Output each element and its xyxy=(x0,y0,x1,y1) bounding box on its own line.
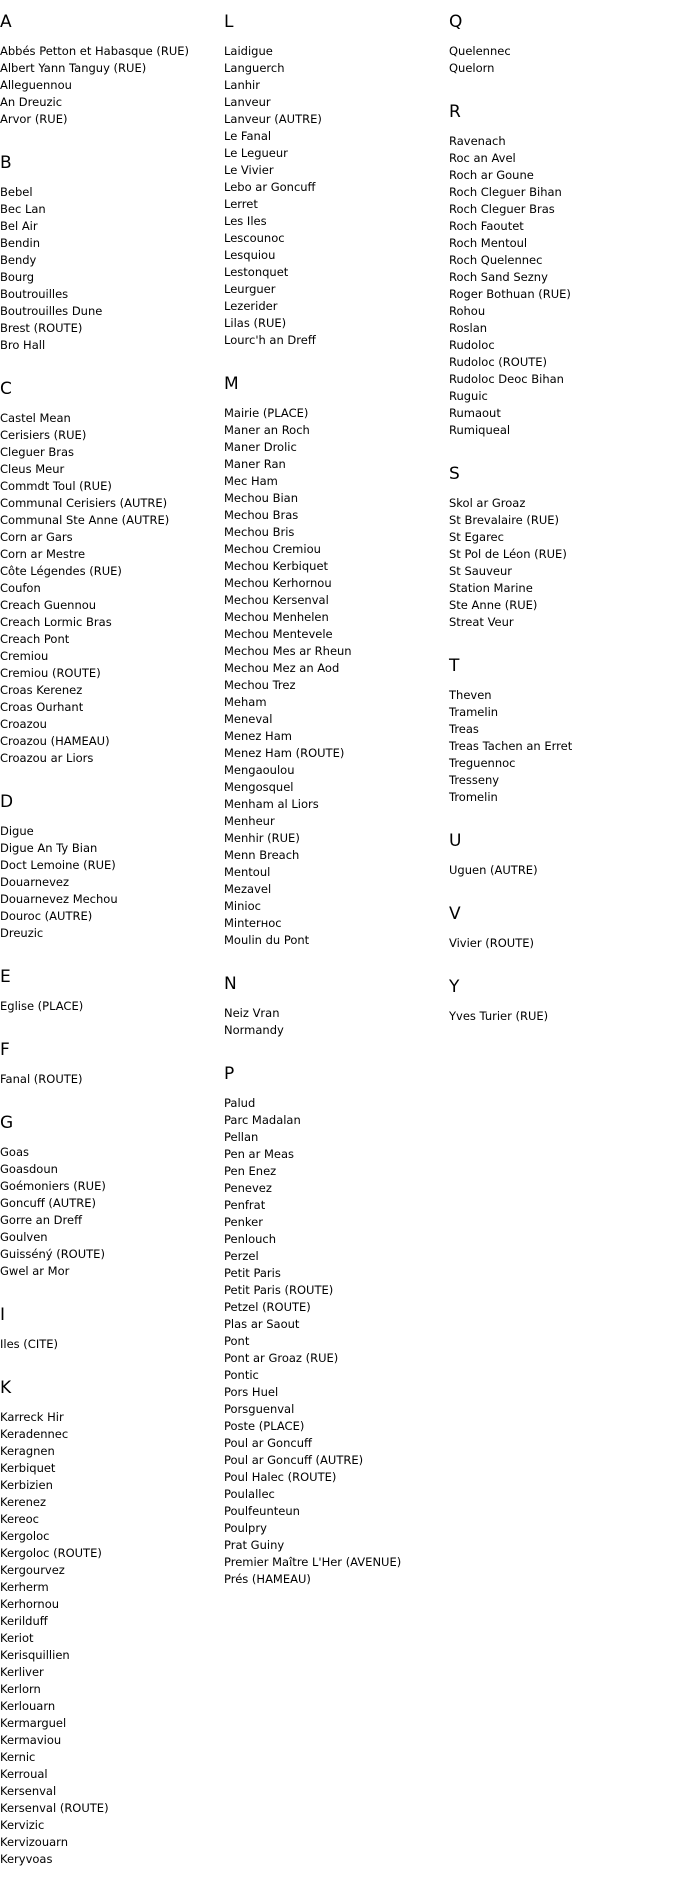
street-link[interactable]: Creach Lormic Bras xyxy=(0,615,112,629)
street-link[interactable]: Kerliver xyxy=(0,1665,44,1679)
street-link[interactable]: Mechou Bras xyxy=(224,508,299,522)
street-link[interactable]: Kernic xyxy=(0,1750,36,1764)
letter-section xyxy=(0,792,220,942)
street-link[interactable]: Kergoloc xyxy=(0,1529,50,1543)
street-link[interactable]: Croazou xyxy=(0,717,47,731)
street-link[interactable]: Mechou Kersenval xyxy=(224,593,329,607)
street-link[interactable]: Petzel (ROUTE) xyxy=(224,1300,311,1314)
street-link[interactable]: Boutrouilles xyxy=(0,287,69,301)
street-link[interactable]: Le Vivier xyxy=(224,163,274,177)
street-link[interactable]: Pont xyxy=(224,1334,250,1348)
street-link[interactable]: Meneval xyxy=(224,712,273,726)
street-link[interactable]: Porsguenval xyxy=(224,1402,295,1416)
street-link[interactable]: Menheur xyxy=(224,814,275,828)
street-link[interactable]: Kermaviou xyxy=(0,1733,62,1747)
street-link[interactable]: Le Legueur xyxy=(224,146,288,160)
street-link[interactable]: Kergoloc (ROUTE) xyxy=(0,1546,102,1560)
street-link[interactable]: Goulven xyxy=(0,1230,48,1244)
street-list xyxy=(0,184,220,354)
street-link[interactable]: Meham xyxy=(224,695,267,709)
street-link[interactable]: Menhir (RUE) xyxy=(224,831,300,845)
street-list xyxy=(0,43,220,128)
letter-section xyxy=(224,1064,444,1588)
letter-section xyxy=(0,1040,220,1088)
street-link[interactable]: Treas Tachen an Erret xyxy=(449,739,573,753)
street-link[interactable]: Vivier (ROUTE) xyxy=(449,936,534,950)
street-link[interactable]: Neiz Vran xyxy=(224,1006,280,1020)
street-link[interactable]: Ravenach xyxy=(449,134,506,148)
section-letter-heading: F xyxy=(0,1040,10,1060)
street-link[interactable]: Mechou Mentevele xyxy=(224,627,333,641)
street-link[interactable]: Roch Mentoul xyxy=(449,236,528,250)
section-letter-heading: Y xyxy=(449,977,460,997)
street-link[interactable]: Lesquiou xyxy=(224,248,276,262)
street-link[interactable]: Digue An Ty Bian xyxy=(0,841,98,855)
street-link[interactable]: Lebo ar Goncuff xyxy=(224,180,316,194)
street-link[interactable]: Bel Air xyxy=(0,219,38,233)
street-index-column-2 xyxy=(224,0,444,1588)
street-link[interactable]: Coufon xyxy=(0,581,41,595)
street-link[interactable]: Kermarguel xyxy=(0,1716,67,1730)
letter-section xyxy=(449,464,669,631)
street-link[interactable]: Guisséný (ROUTE) xyxy=(0,1247,105,1261)
street-link[interactable]: Menham al Liors xyxy=(224,797,319,811)
street-link[interactable]: Karreck Hir xyxy=(0,1410,64,1424)
street-link[interactable]: Pen ar Meas xyxy=(224,1147,295,1161)
street-link[interactable]: Rohou xyxy=(449,304,486,318)
street-link[interactable]: Roch Faoutet xyxy=(449,219,524,233)
letter-section xyxy=(224,974,444,1039)
street-link[interactable]: Palud xyxy=(224,1096,256,1110)
letter-section xyxy=(0,1113,220,1280)
street-link[interactable]: St Egarec xyxy=(449,530,504,544)
street-list xyxy=(224,1005,444,1039)
street-link[interactable]: Lilas (RUE) xyxy=(224,316,287,330)
section-letter-heading: T xyxy=(449,656,460,676)
street-link[interactable]: Leurguer xyxy=(224,282,276,296)
street-link[interactable]: Penker xyxy=(224,1215,263,1229)
street-link[interactable]: Lanhir xyxy=(224,78,260,92)
street-link[interactable]: Bendy xyxy=(0,253,37,267)
street-link[interactable]: Communal Cerisiers (AUTRE) xyxy=(0,496,168,510)
street-link[interactable]: Penlouch xyxy=(224,1232,277,1246)
street-link[interactable]: Mechou Mes ar Rheun xyxy=(224,644,352,658)
street-list xyxy=(449,495,669,631)
letter-section xyxy=(0,12,220,128)
street-link[interactable]: Mentoul xyxy=(224,865,271,879)
street-link[interactable]: Kerilduff xyxy=(0,1614,48,1628)
street-link[interactable]: Keryvoas xyxy=(0,1852,53,1866)
letter-section xyxy=(449,12,669,77)
street-link[interactable]: Goémoniers (RUE) xyxy=(0,1179,106,1193)
street-link[interactable]: Prat Guiny xyxy=(224,1538,285,1552)
street-link[interactable]: Kerhornou xyxy=(0,1597,60,1611)
street-link[interactable]: Doct Lemoine (RUE) xyxy=(0,858,116,872)
street-link[interactable]: Mec Ham xyxy=(224,474,278,488)
letter-section xyxy=(449,102,669,439)
street-link[interactable]: Douroc (AUTRE) xyxy=(0,909,93,923)
street-link[interactable]: Kerroual xyxy=(0,1767,48,1781)
letter-section xyxy=(224,12,444,349)
street-link[interactable]: Douarnevez Mechou xyxy=(0,892,118,906)
street-link[interactable]: Bourg xyxy=(0,270,35,284)
street-link[interactable]: Poste (PLACE) xyxy=(224,1419,305,1433)
section-letter-heading: U xyxy=(449,831,462,851)
street-link[interactable]: Treguennoc xyxy=(449,756,516,770)
street-link[interactable]: Poulfeunteun xyxy=(224,1504,300,1518)
street-link[interactable]: Pont ar Groaz (RUE) xyxy=(224,1351,339,1365)
street-link[interactable]: Normandy xyxy=(224,1023,284,1037)
street-link[interactable]: Roch ar Goune xyxy=(449,168,534,182)
street-list xyxy=(0,410,220,767)
street-link[interactable]: Mengosquel xyxy=(224,780,294,794)
street-link[interactable]: Alleguennou xyxy=(0,78,72,92)
street-link[interactable]: Roch Cleguer Bras xyxy=(449,202,555,216)
street-link[interactable]: Kerherm xyxy=(0,1580,49,1594)
street-link[interactable]: Keriot xyxy=(0,1631,34,1645)
street-link[interactable]: Lestonquet xyxy=(224,265,289,279)
section-letter-heading: R xyxy=(449,102,461,122)
street-link[interactable]: Pen Enez xyxy=(224,1164,277,1178)
street-link[interactable]: Rumaout xyxy=(449,406,501,420)
street-link[interactable]: Languerch xyxy=(224,61,285,75)
street-link[interactable]: Maner an Roch xyxy=(224,423,310,437)
section-letter-heading: G xyxy=(0,1113,14,1133)
street-link[interactable]: Theven xyxy=(449,688,492,702)
street-link[interactable]: Roch Quelennec xyxy=(449,253,543,267)
street-link[interactable]: Poul ar Goncuff (AUTRE) xyxy=(224,1453,364,1467)
street-link[interactable]: Le Fanal xyxy=(224,129,272,143)
street-link[interactable]: Creach Pont xyxy=(0,632,70,646)
street-link[interactable]: St Sauveur xyxy=(449,564,512,578)
street-link[interactable]: Arvor (RUE) xyxy=(0,112,68,126)
street-link[interactable]: Mengaoulou xyxy=(224,763,295,777)
street-link[interactable]: Pontic xyxy=(224,1368,259,1382)
street-link[interactable]: Pellan xyxy=(224,1130,259,1144)
street-link[interactable]: Maner Drolic xyxy=(224,440,297,454)
street-link[interactable]: Station Marine xyxy=(449,581,533,595)
street-list xyxy=(449,862,669,879)
section-letter-heading: D xyxy=(0,792,14,812)
street-link[interactable]: Moulin du Pont xyxy=(224,933,310,947)
street-link[interactable]: Mechou Trez xyxy=(224,678,296,692)
street-link[interactable]: Fanal (ROUTE) xyxy=(0,1072,83,1086)
street-link[interactable]: Lezerider xyxy=(224,299,278,313)
street-link[interactable]: Mechou Kerbiquet xyxy=(224,559,329,573)
street-link[interactable]: Communal Ste Anne (AUTRE) xyxy=(0,513,170,527)
street-list xyxy=(449,133,669,439)
street-link[interactable]: Menez Ham (ROUTE) xyxy=(224,746,345,760)
street-link[interactable]: Quelorn xyxy=(449,61,495,75)
street-link[interactable]: Kerbizien xyxy=(0,1478,53,1492)
street-link[interactable]: Streat Veur xyxy=(449,615,514,629)
section-letter-heading: E xyxy=(0,967,11,987)
street-link[interactable]: Kersenval xyxy=(0,1784,57,1798)
letter-section xyxy=(0,379,220,767)
street-link[interactable]: Keradennec xyxy=(0,1427,69,1441)
letter-section xyxy=(0,1305,220,1353)
section-letter-heading: N xyxy=(224,974,237,994)
street-link[interactable]: Mechou Cremiou xyxy=(224,542,321,556)
street-link[interactable]: Poulpry xyxy=(224,1521,267,1535)
street-link[interactable]: Bro Hall xyxy=(0,338,46,352)
letter-section xyxy=(449,656,669,806)
street-link[interactable]: Ste Anne (RUE) xyxy=(449,598,538,612)
street-list xyxy=(224,1095,444,1588)
section-letter-heading: B xyxy=(0,153,12,173)
letter-section xyxy=(449,831,669,879)
street-link[interactable]: Bec Lan xyxy=(0,202,46,216)
street-link[interactable]: Croazou (HAMEAU) xyxy=(0,734,110,748)
section-letter-heading: Q xyxy=(449,12,463,32)
street-link[interactable]: Lerret xyxy=(224,197,258,211)
street-link[interactable]: Roch Cleguer Bihan xyxy=(449,185,562,199)
street-link[interactable]: Eglise (PLACE) xyxy=(0,999,84,1013)
street-link[interactable]: Croas Kerenez xyxy=(0,683,83,697)
street-link[interactable]: Petit Paris (ROUTE) xyxy=(224,1283,334,1297)
street-link[interactable]: Minioc xyxy=(224,899,261,913)
street-link[interactable]: Maner Ran xyxy=(224,457,286,471)
street-link[interactable]: Mechou Kerhornou xyxy=(224,576,332,590)
street-list xyxy=(224,43,444,349)
street-link[interactable]: Gwel ar Mor xyxy=(0,1264,70,1278)
street-link[interactable]: Kerbiquet xyxy=(0,1461,56,1475)
street-link[interactable]: Gorre an Dreff xyxy=(0,1213,82,1227)
street-link[interactable]: Rumiqueal xyxy=(449,423,511,437)
street-index-column-1 xyxy=(0,0,220,1868)
section-letter-heading: S xyxy=(449,464,460,484)
street-link[interactable]: Croazou ar Liors xyxy=(0,751,94,765)
street-link[interactable]: Perzel xyxy=(224,1249,259,1263)
street-link[interactable]: Cremiou (ROUTE) xyxy=(0,666,101,680)
street-list xyxy=(0,998,220,1015)
street-link[interactable]: Brest (ROUTE) xyxy=(0,321,83,335)
street-link[interactable]: Pors Huel xyxy=(224,1385,279,1399)
street-link[interactable]: Digue xyxy=(0,824,34,838)
street-list xyxy=(0,823,220,942)
section-letter-heading: L xyxy=(224,12,234,32)
letter-section xyxy=(449,904,669,952)
street-list xyxy=(0,1336,220,1353)
street-link[interactable]: Kerenez xyxy=(0,1495,46,1509)
street-link[interactable]: Kervizic xyxy=(0,1818,45,1832)
street-link[interactable]: Keragnen xyxy=(0,1444,55,1458)
street-link[interactable]: Poulallec xyxy=(224,1487,275,1501)
street-link[interactable]: Kerisquillien xyxy=(0,1648,70,1662)
street-link[interactable]: Corn ar Gars xyxy=(0,530,73,544)
street-link[interactable]: St Pol de Léon (RUE) xyxy=(449,547,567,561)
street-link[interactable]: Uguen (AUTRE) xyxy=(449,863,538,877)
street-link[interactable]: Rudoloc xyxy=(449,338,495,352)
street-link[interactable]: Mechou Bris xyxy=(224,525,295,539)
street-link[interactable]: Kervizouarn xyxy=(0,1835,68,1849)
street-link[interactable]: Penfrat xyxy=(224,1198,266,1212)
street-link[interactable]: Commdt Toul (RUE) xyxy=(0,479,112,493)
section-letter-heading: C xyxy=(0,379,12,399)
street-link[interactable]: Les Iles xyxy=(224,214,267,228)
street-list xyxy=(0,1071,220,1088)
street-link[interactable]: Roger Bothuan (RUE) xyxy=(449,287,571,301)
street-link[interactable]: Rudoloc (ROUTE) xyxy=(449,355,548,369)
street-link[interactable]: Iles (CITE) xyxy=(0,1337,58,1351)
street-link[interactable]: Mezavel xyxy=(224,882,272,896)
street-link[interactable]: Skol ar Groaz xyxy=(449,496,526,510)
street-index-column-3 xyxy=(449,0,669,1025)
street-link[interactable]: Premier Maître L'Her (AVENUE) xyxy=(224,1555,402,1569)
street-link[interactable]: Prés (HAMEAU) xyxy=(224,1572,311,1586)
street-link[interactable]: Cremiou xyxy=(0,649,49,663)
street-link[interactable]: Lourc'h an Dreff xyxy=(224,333,316,347)
street-list xyxy=(0,1144,220,1280)
street-link[interactable]: Poul ar Goncuff xyxy=(224,1436,312,1450)
street-link[interactable]: Kerlorn xyxy=(0,1682,41,1696)
street-link[interactable]: Castel Mean xyxy=(0,411,71,425)
street-link[interactable]: Mechou Bian xyxy=(224,491,299,505)
street-link[interactable]: Roslan xyxy=(449,321,488,335)
street-link[interactable]: Abbés Petton et Habasque (RUE) xyxy=(0,44,190,58)
street-link[interactable]: Douarnevez xyxy=(0,875,70,889)
street-link[interactable]: Menn Breach xyxy=(224,848,300,862)
street-list xyxy=(449,935,669,952)
street-link[interactable]: Kersenval (ROUTE) xyxy=(0,1801,109,1815)
section-letter-heading: P xyxy=(224,1064,235,1084)
street-link[interactable]: St Brevalaire (RUE) xyxy=(449,513,560,527)
street-link[interactable]: Rudoloc Deoc Bihan xyxy=(449,372,564,386)
street-link[interactable]: Roch Sand Sezny xyxy=(449,270,548,284)
street-link[interactable]: Kerlouarn xyxy=(0,1699,56,1713)
street-link[interactable]: Croas Ourhant xyxy=(0,700,84,714)
section-letter-heading: A xyxy=(0,12,12,32)
street-link[interactable]: Lanveur (AUTRE) xyxy=(224,112,322,126)
street-link[interactable]: Parc Madalan xyxy=(224,1113,301,1127)
street-link[interactable]: Laidigue xyxy=(224,44,273,58)
letter-section xyxy=(224,374,444,949)
street-link[interactable]: Tramelin xyxy=(449,705,499,719)
section-letter-heading: I xyxy=(0,1305,6,1325)
street-link[interactable]: Cleguer Bras xyxy=(0,445,75,459)
street-link[interactable]: Goasdoun xyxy=(0,1162,58,1176)
street-list xyxy=(449,43,669,77)
street-link[interactable]: Kergourvez xyxy=(0,1563,65,1577)
letter-section xyxy=(0,1378,220,1868)
street-link[interactable]: Quelennec xyxy=(449,44,511,58)
street-link[interactable]: Corn ar Mestre xyxy=(0,547,86,561)
street-link[interactable]: Cerisiers (RUE) xyxy=(0,428,87,442)
street-link[interactable]: Tresseny xyxy=(449,773,500,787)
street-link[interactable]: Kereoc xyxy=(0,1512,39,1526)
street-link[interactable]: Petit Paris xyxy=(224,1266,281,1280)
street-link[interactable]: Mechou Mez an Aod xyxy=(224,661,340,675)
letter-section xyxy=(449,977,669,1025)
street-link[interactable]: Mairie (PLACE) xyxy=(224,406,309,420)
street-link[interactable]: Yves Turier (RUE) xyxy=(449,1009,549,1023)
street-link[interactable]: Goncuff (AUTRE) xyxy=(0,1196,96,1210)
street-list xyxy=(449,1008,669,1025)
street-link[interactable]: Boutrouilles Dune xyxy=(0,304,103,318)
street-link[interactable]: Ruguic xyxy=(449,389,488,403)
street-link[interactable]: Mechou Menhelen xyxy=(224,610,329,624)
street-link[interactable]: Bebel xyxy=(0,185,33,199)
letter-section xyxy=(0,153,220,354)
street-link[interactable]: Roc an Avel xyxy=(449,151,516,165)
street-link[interactable]: Bendin xyxy=(0,236,41,250)
section-letter-heading: K xyxy=(0,1378,12,1398)
street-link[interactable]: Poul Halec (ROUTE) xyxy=(224,1470,337,1484)
street-list xyxy=(224,405,444,949)
street-link[interactable]: Lanveur xyxy=(224,95,271,109)
section-letter-heading: M xyxy=(224,374,239,394)
street-link[interactable]: Cleus Meur xyxy=(0,462,65,476)
street-link[interactable]: Lescounoc xyxy=(224,231,285,245)
street-link[interactable]: Treas xyxy=(449,722,479,736)
street-link[interactable]: Albert Yann Tanguy (RUE) xyxy=(0,61,147,75)
street-link[interactable]: Tromelin xyxy=(449,790,498,804)
street-link[interactable]: An Dreuzic xyxy=(0,95,63,109)
street-list xyxy=(449,687,669,806)
street-link[interactable]: Plas ar Saout xyxy=(224,1317,300,1331)
street-link[interactable]: Penevez xyxy=(224,1181,272,1195)
street-list xyxy=(0,1409,220,1868)
street-link[interactable]: Minterноc xyxy=(224,916,282,930)
street-link[interactable]: Côte Légendes (RUE) xyxy=(0,564,122,578)
street-link[interactable]: Creach Guennou xyxy=(0,598,97,612)
section-letter-heading: V xyxy=(449,904,461,924)
street-link[interactable]: Goas xyxy=(0,1145,29,1159)
street-link[interactable]: Dreuzic xyxy=(0,926,44,940)
letter-section xyxy=(0,967,220,1015)
street-link[interactable]: Menez Ham xyxy=(224,729,292,743)
